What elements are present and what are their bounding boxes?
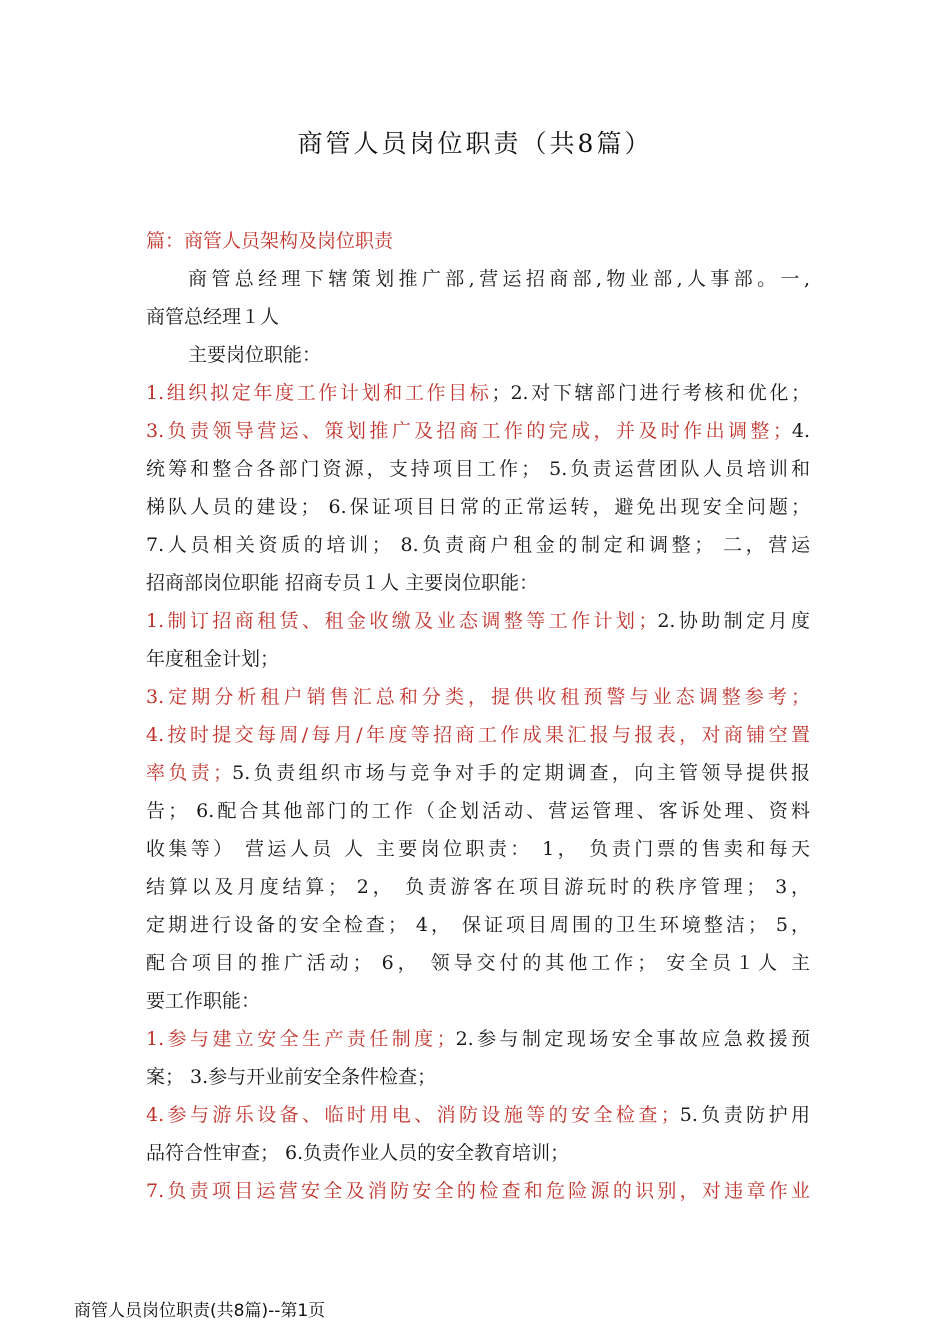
highlighted-text: 4.按时提交每周/每月/年度等招商工作成果汇报与报表，对商铺空置 — [146, 724, 810, 746]
text-line — [146, 412, 810, 450]
text-line — [146, 526, 810, 564]
body-text: 定期进行设备的安全检查； 4， 保证项目周围的卫生环境整洁； 5， — [146, 914, 810, 936]
highlighted-text: 3.定期分析租户销售汇总和分类，提供收租预警与业态调整参考； — [146, 686, 810, 708]
body-text: 梯队人员的建设； 6.保证项目日常的正常运转，避免出现安全问题； — [146, 496, 810, 518]
body-text: 5.负责防护用 — [679, 1104, 810, 1126]
body-text: 要工作职能： — [146, 990, 261, 1012]
text-line — [146, 678, 810, 716]
body-text: 结算以及月度结算； 2， 负责游客在项目游玩时的秩序管理； 3， — [146, 876, 810, 898]
highlighted-text: 4.参与游乐设备、临时用电、消防设施等的安全检查； — [146, 1104, 680, 1126]
body-text: 2.协助制定月度 — [657, 610, 810, 632]
document-body — [146, 222, 810, 1210]
text-line — [146, 602, 810, 640]
body-text: 年度租金计划； — [146, 648, 280, 670]
text-line — [146, 1096, 810, 1134]
body-text: 收集等） 营运人员 人 主要岗位职责： 1， 负责门票的售卖和每天 — [146, 838, 810, 860]
text-line — [146, 374, 810, 412]
text-line — [146, 906, 810, 944]
text-line — [146, 260, 810, 298]
body-text: 招商部岗位职能 招商专员１人 主要岗位职能： — [146, 572, 539, 594]
text-line — [146, 298, 810, 336]
text-line — [146, 1172, 810, 1210]
body-text: 品符合性审查； 6.负责作业人员的安全教育培训； — [146, 1142, 570, 1164]
text-line — [146, 1134, 810, 1172]
text-line — [146, 222, 810, 260]
body-text: 商管总经理下辖策划推广部,营运招商部,物业部,人事部。一, — [188, 268, 810, 290]
text-line — [146, 792, 810, 830]
highlighted-text: 7.负责项目运营安全及消防安全的检查和危险源的识别，对违章作业 — [146, 1180, 810, 1202]
body-text: 主要岗位职能： — [188, 344, 322, 366]
text-line — [146, 754, 810, 792]
text-line — [146, 336, 810, 374]
highlighted-text: 篇：商管人员架构及岗位职责 — [146, 230, 394, 252]
text-line — [146, 488, 810, 526]
text-line — [146, 982, 810, 1020]
highlighted-text: 率负责； — [146, 762, 233, 784]
text-line — [146, 868, 810, 906]
body-text: 告； 6.配合其他部门的工作（企划活动、营运管理、客诉处理、资料 — [146, 800, 810, 822]
body-text: 7.人员相关资质的培训； 8.负责商户租金的制定和调整； 二，营运 — [146, 534, 810, 556]
page-footer: 商管人员岗位职责(共8篇)--第1页 — [74, 1301, 326, 1321]
text-line — [146, 716, 810, 754]
body-text: 配合项目的推广活动； 6， 领导交付的其他工作； 安全员１人 主 — [146, 952, 810, 974]
text-line — [146, 450, 810, 488]
text-line — [146, 1058, 810, 1096]
text-line — [146, 640, 810, 678]
document-title: 商管人员岗位职责（共8篇） — [297, 129, 653, 158]
text-line — [146, 944, 810, 982]
highlighted-text: 3.负责领导营运、策划推广及招商工作的完成，并及时作出调整； — [146, 420, 792, 442]
highlighted-text: 1.制订招商租赁、租金收缴及业态调整等工作计划； — [146, 610, 658, 632]
body-text: 4. — [791, 420, 810, 442]
body-text: 案； 3.参与开业前安全条件检查； — [146, 1066, 437, 1088]
highlighted-text: 1.组织拟定年度工作计划和工作目标 — [146, 382, 492, 404]
body-text: 2.参与制定现场安全事故应急救援预 — [455, 1028, 810, 1050]
text-line — [146, 564, 810, 602]
text-line — [146, 1020, 810, 1058]
body-text: 统筹和整合各部门资源，支持项目工作； 5.负责运营团队人员培训和 — [146, 458, 810, 480]
body-text: 5.负责组织市场与竞争对手的定期调查，向主管领导提供报 — [232, 762, 810, 784]
highlighted-text: 1.参与建立安全生产责任制度； — [146, 1028, 456, 1050]
text-line — [146, 830, 810, 868]
body-text: ；2.对下辖部门进行考核和优化； — [491, 382, 810, 404]
body-text: 商管总经理１人 — [146, 306, 280, 328]
